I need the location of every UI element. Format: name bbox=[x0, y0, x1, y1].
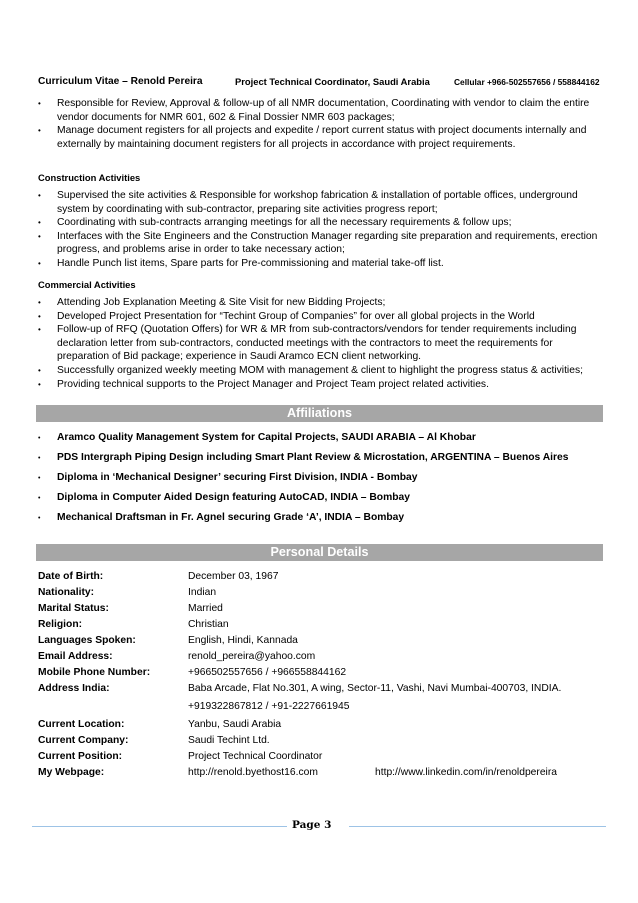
intro-bullet-list bbox=[38, 97, 603, 151]
detail-row-address bbox=[38, 682, 603, 700]
list-item: • Follow-up of RFQ (Quotation Offers) for WR & MR from sub-contractors/vendors for tender requirements including declaration letter from sub-contractors, conducted meetings with the contractors to meet the requirements for preparation of Bid package; experience in Saudi Aramco ECN client networking. bbox=[38, 323, 603, 364]
list-item: • Coordinating with sub-contracts arranging meetings for all the necessary requirements & follow ups; bbox=[38, 216, 603, 230]
commercial-heading: Commercial Activities bbox=[38, 279, 136, 290]
list-item: • Providing technical supports to the Project Manager and Project Team project related activities. bbox=[38, 378, 603, 392]
list-item: • Responsible for Review, Approval & follow-up of all NMR documentation, Coordinating with vendor to claim the entire vendor documents for NMR 601, 602 & Final Dossier NMR 603 packages; bbox=[38, 97, 603, 124]
list-item: • Supervised the site activities & Responsible for workshop fabrication & installation of portable offices, underground system by coordinating with sub-contractor, preparing site activities progress report; bbox=[38, 189, 603, 216]
personal-details-heading-bar: Personal Details bbox=[36, 544, 603, 561]
detail-value: Christian bbox=[188, 619, 229, 630]
commercial-list bbox=[38, 296, 603, 391]
detail-value: Married bbox=[188, 603, 223, 614]
list-item: • Diploma in ‘Mechanical Designer’ securing First Division, INDIA - Bombay bbox=[38, 471, 603, 491]
header-job-title: Project Technical Coordinator, Saudi Arabia bbox=[235, 76, 430, 87]
linkedin-link[interactable]: http://www.linkedin.com/in/renoldpereira bbox=[375, 767, 558, 778]
detail-row-mobile bbox=[38, 666, 603, 682]
list-item: • Interfaces with the Site Engineers and the Construction Manager regarding site preparation and requirements, erection progress, and problems arise in order to take necessary action; bbox=[38, 230, 603, 257]
detail-label: Religion: bbox=[38, 619, 83, 630]
list-item: • Diploma in Computer Aided Design featuring AutoCAD, INDIA – Bombay bbox=[38, 491, 603, 511]
list-item: • Developed Project Presentation for “Techint Group of Companies” for over all global projects in the World bbox=[38, 310, 603, 324]
list-item: • Handle Punch list items, Spare parts for Pre-commissioning and material take-off list. bbox=[38, 257, 603, 271]
detail-row-nationality bbox=[38, 586, 603, 602]
detail-row-email bbox=[38, 650, 603, 666]
list-item: • Manage document registers for all projects and expedite / report current status with project documents internally and externally by maintaining document registers for all projects in accordance with project requirements. bbox=[38, 124, 603, 151]
detail-label: Email Address: bbox=[38, 651, 113, 662]
cv-header bbox=[38, 76, 603, 90]
affiliations-heading-bar: Affiliations bbox=[36, 405, 603, 422]
detail-label: Current Company: bbox=[38, 735, 129, 746]
detail-row-company bbox=[38, 734, 603, 750]
construction-heading: Construction Activities bbox=[38, 172, 141, 183]
footer-rule-left bbox=[32, 826, 287, 827]
list-item: • Successfully organized weekly meeting MOM with management & client to highlight the progress status & activities; bbox=[38, 364, 603, 378]
detail-value: +966502557656 / +966558844162 bbox=[188, 667, 347, 678]
detail-row-address-phone bbox=[38, 700, 603, 718]
detail-value: Saudi Techint Ltd. bbox=[188, 735, 270, 746]
detail-label: Current Position: bbox=[38, 751, 123, 762]
detail-label: Mobile Phone Number: bbox=[38, 667, 151, 678]
detail-label: My Webpage: bbox=[38, 767, 105, 778]
detail-row-location bbox=[38, 718, 603, 734]
page-number: Page 3 bbox=[292, 819, 332, 831]
detail-row-religion bbox=[38, 618, 603, 634]
detail-label: Nationality: bbox=[38, 587, 95, 598]
detail-row-marital bbox=[38, 602, 603, 618]
list-item: • Aramco Quality Management System for Capital Projects, SAUDI ARABIA – Al Khobar bbox=[38, 431, 603, 451]
detail-label: Current Location: bbox=[38, 719, 125, 730]
detail-value: +919322867812 / +91-2227661945 bbox=[188, 701, 350, 712]
detail-row-webpage bbox=[38, 766, 603, 782]
list-item: • PDS Intergraph Piping Design including Smart Plant Review & Microstation, ARGENTINA – Buenos Aires bbox=[38, 451, 603, 471]
header-cellular: Cellular +966-502557656 / 558844162 bbox=[454, 77, 600, 87]
construction-list bbox=[38, 189, 603, 271]
detail-label: Languages Spoken: bbox=[38, 635, 136, 646]
email-link[interactable]: renold_pereira@yahoo.com bbox=[188, 651, 316, 662]
detail-value: English, Hindi, Kannada bbox=[188, 635, 298, 646]
detail-row-languages bbox=[38, 634, 603, 650]
detail-value: Indian bbox=[188, 587, 217, 598]
detail-value: Project Technical Coordinator bbox=[188, 751, 323, 762]
header-name: Curriculum Vitae – Renold Pereira bbox=[38, 76, 203, 87]
list-item: • Attending Job Explanation Meeting & Site Visit for new Bidding Projects; bbox=[38, 296, 603, 310]
detail-label: Address India: bbox=[38, 683, 110, 694]
detail-value: Baba Arcade, Flat No.301, A wing, Sector-11, Vashi, Navi Mumbai-400703, INDIA. bbox=[188, 683, 562, 694]
detail-label: Marital Status: bbox=[38, 603, 109, 614]
detail-label: Date of Birth: bbox=[38, 571, 104, 582]
detail-row-dob bbox=[38, 570, 603, 586]
detail-value: Yanbu, Saudi Arabia bbox=[188, 719, 282, 730]
personal-details-table bbox=[38, 570, 603, 782]
list-item: • Mechanical Draftsman in Fr. Agnel securing Grade ‘A’, INDIA – Bombay bbox=[38, 511, 603, 531]
affiliations-list bbox=[38, 431, 603, 531]
detail-value: December 03, 1967 bbox=[188, 571, 279, 582]
footer-rule-right bbox=[349, 826, 606, 827]
detail-row-position bbox=[38, 750, 603, 766]
webpage-link[interactable]: http://renold.byethost16.com bbox=[188, 767, 318, 778]
